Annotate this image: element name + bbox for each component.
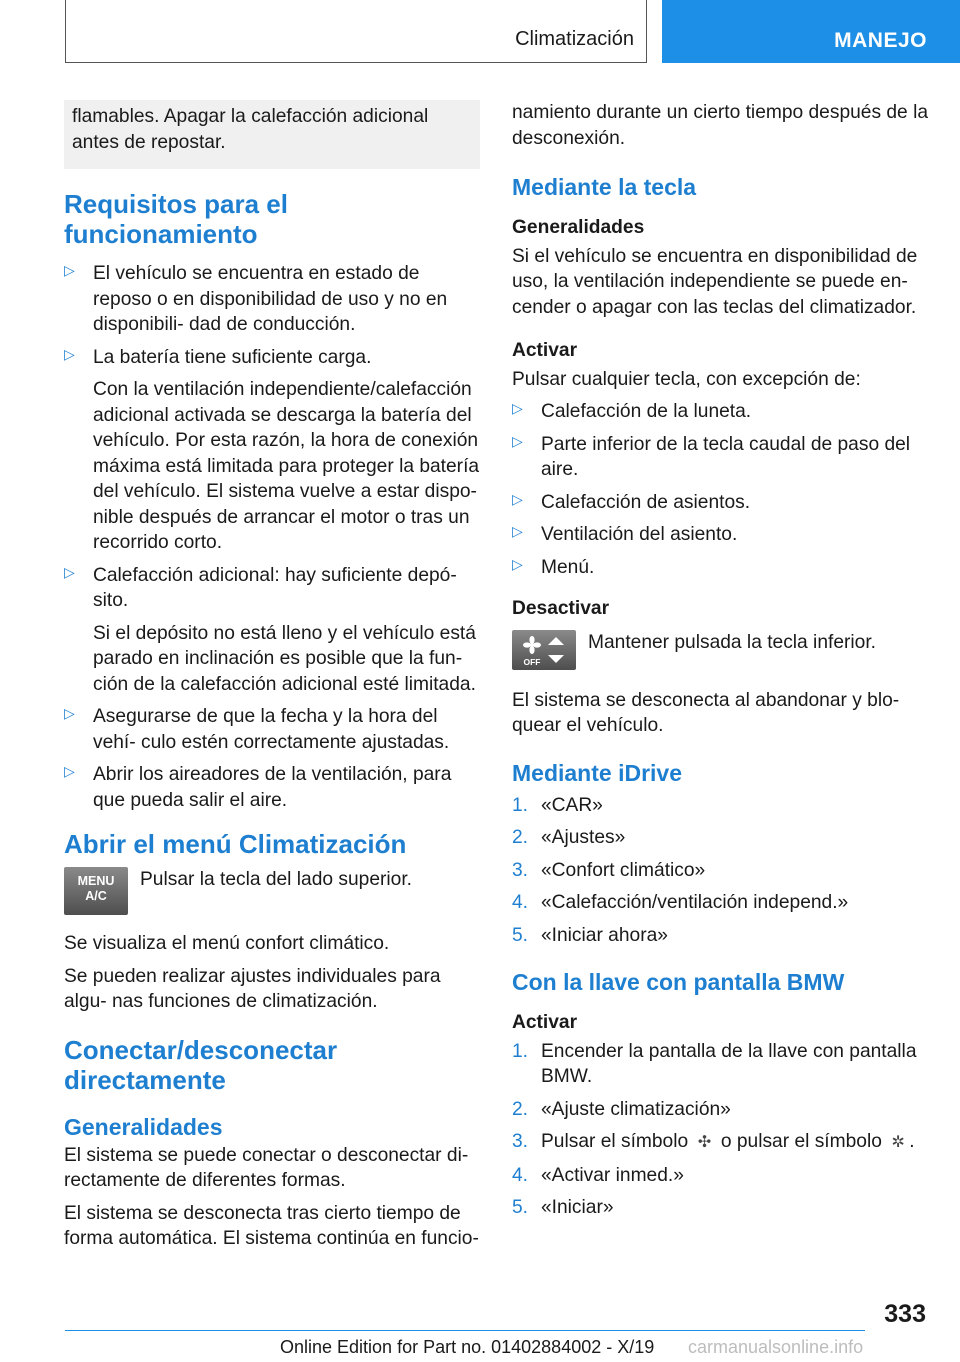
list-item — [512, 522, 932, 548]
step-number: 5. — [512, 1197, 529, 1218]
list-item — [512, 490, 932, 516]
right-column — [512, 100, 932, 1228]
activate-heading: Activar — [512, 340, 578, 361]
step-text: Encender la pantalla de la llave con pantalla BMW. — [541, 1040, 917, 1087]
watermark-link[interactable]: carmanualsonline.info — [688, 1337, 864, 1357]
page-number: 333 — [884, 1300, 926, 1328]
list-item — [64, 261, 480, 338]
triangle-bullet-icon: ▷ — [64, 705, 75, 721]
list-item — [64, 563, 480, 698]
requirements-heading: Requisitos para el funcionamiento — [64, 189, 288, 249]
fan-symbol-icon: ✣ — [697, 1134, 712, 1151]
section-title: Climatización — [515, 28, 634, 50]
footer-divider — [65, 1330, 865, 1331]
activate-text: Pulsar cualquier tecla, con excepción de: — [512, 368, 861, 390]
step-text — [541, 1129, 932, 1156]
list-item-text: Calefacción de la luneta. — [541, 401, 752, 422]
step-text: «CAR» — [541, 794, 603, 816]
general-paragraph-1: El sistema se puede conectar o desconectar di- rectamente de diferentes formas. — [64, 1144, 469, 1191]
list-item — [64, 704, 480, 755]
step-text: «Activar inmed.» — [541, 1164, 684, 1186]
list-item-text: Menú. — [541, 556, 595, 578]
list-item — [64, 762, 480, 813]
list-item-text: Abrir los aireadores de la ventilación, para que pueda salir el aire. — [93, 764, 452, 811]
step-number: 3. — [512, 859, 529, 881]
list-item-text: El vehículo se encuentra en estado de reposo o en disponibilidad de uso y no en disponibili- dad de conducción. — [93, 263, 448, 335]
fan-off-key-icon — [512, 630, 576, 670]
step-item — [512, 1195, 932, 1221]
chapter-tab[interactable] — [662, 0, 960, 63]
list-item-text: Parte inferior de la tecla caudal de paso del aire. — [541, 433, 911, 480]
fan-heat-symbol-icon: ✲ — [891, 1134, 905, 1151]
list-item-detail: Si el depósito no está lleno y el vehículo está parado en inclinación es posible que la fun- ción de la calefacción adicional esté limitada. — [93, 622, 476, 695]
step-item — [512, 793, 932, 819]
triangle-bullet-icon: ▷ — [64, 563, 75, 580]
step-number: 3. — [512, 1131, 529, 1152]
step-number: 4. — [512, 892, 529, 913]
step-text: «Ajuste climatización» — [541, 1098, 731, 1120]
step-item — [512, 1163, 932, 1189]
key-display-heading: Con la llave con pantalla BMW — [512, 969, 845, 995]
triangle-bullet-icon: ▷ — [64, 345, 75, 362]
list-item-text: Ventilación del asiento. — [541, 524, 738, 545]
step-item — [512, 858, 932, 884]
key-general-heading: Generalidades — [512, 217, 645, 238]
step-item — [512, 1097, 932, 1123]
step-item — [512, 825, 932, 851]
list-item — [512, 399, 932, 425]
fan-speed-icon — [512, 630, 576, 670]
step-text: «Iniciar ahora» — [541, 924, 668, 946]
menu-key-instruction: Pulsar la tecla del lado superior. — [140, 869, 412, 890]
warning-note — [64, 100, 480, 169]
step-item — [512, 1039, 932, 1090]
step-text: «Calefacción/ventilación independ.» — [541, 892, 849, 913]
edition-text: Online Edition for Part no. 01402884002 - X/19 — [280, 1337, 655, 1357]
triangle-bullet-icon: ▷ — [64, 763, 75, 779]
key-general-text: Si el vehículo se encuentra en disponibilidad de uso, la ventilación independiente se puede en- cender o apagar con las teclas del climatizador. — [512, 245, 918, 318]
step-number: 1. — [512, 1040, 529, 1062]
step-number: 5. — [512, 924, 529, 946]
key-display-activate-heading: Activar — [512, 1012, 578, 1033]
chapter-title: MANEJO — [834, 29, 927, 52]
step-number: 2. — [512, 827, 529, 848]
off-key-instruction: Mantener pulsada la tecla inferior. — [588, 631, 876, 653]
step-number: 2. — [512, 1098, 529, 1120]
triangle-bullet-icon: ▷ — [512, 432, 523, 449]
step-number: 1. — [512, 794, 529, 816]
warning-note-text: flamables. Apagar la calefacción adicional antes de repostar. — [72, 106, 429, 153]
deactivate-paragraph: El sistema se desconecta al abandonar y blo- quear el vehículo. — [512, 689, 900, 736]
step-text-end: . — [909, 1131, 915, 1152]
step-text: «Confort climático» — [541, 859, 706, 881]
list-item — [64, 345, 480, 556]
general-heading: Generalidades — [64, 1113, 223, 1140]
off-key-label: OFF — [523, 656, 541, 667]
step-item — [512, 1129, 932, 1156]
triangle-bullet-icon: ▷ — [512, 555, 523, 572]
step-number: 4. — [512, 1164, 529, 1186]
continued-paragraph: namiento durante un cierto tiempo después de la desconexión. — [512, 102, 928, 149]
menu-key-label: MENU — [77, 874, 115, 888]
deactivate-heading: Desactivar — [512, 598, 610, 619]
triangle-bullet-icon: ▷ — [512, 400, 523, 416]
list-item — [512, 555, 932, 581]
list-item-text: Calefacción adicional: hay suficiente depó- sito. — [93, 564, 457, 611]
general-paragraph-2: El sistema se desconecta tras cierto tiempo de forma automática. El sistema continúa en funcio- — [64, 1202, 479, 1249]
direct-heading: Conectar/desconectar directamente — [64, 1034, 338, 1095]
menu-ac-key-icon — [64, 867, 128, 915]
left-column — [64, 100, 480, 1252]
key-heading: Mediante la tecla — [512, 174, 697, 200]
ac-key-label: A/C — [85, 889, 107, 903]
triangle-bullet-icon: ▷ — [512, 523, 523, 539]
idrive-heading: Mediante iDrive — [512, 759, 682, 786]
list-item-text: Asegurarse de que la fecha y la hora del vehí- culo estén correctamente ajustadas. — [93, 706, 450, 753]
menu-key-row — [64, 867, 480, 923]
triangle-bullet-icon: ▷ — [64, 262, 75, 278]
step-item — [512, 890, 932, 916]
menu-paragraph-1: Se visualiza el menú confort climático. — [64, 933, 390, 954]
step-text-part: o pulsar el símbolo — [720, 1131, 882, 1152]
off-key-row — [512, 630, 932, 678]
menu-paragraph-2: Se pueden realizar ajustes individuales para algu- nas funciones de climatización. — [64, 965, 441, 1012]
menu-heading: Abrir el menú Climatización — [64, 829, 407, 859]
list-item-detail: Con la ventilación independiente/calefacción adicional activada se descarga la batería del vehículo. Por esta razón, la hora de conexión máxima está limitada para proteger la batería del vehículo. El sistema vuelve a estar dispo- nible después de arrancar el motor o tras un recorrido corto. — [93, 379, 480, 553]
step-item — [512, 923, 932, 949]
list-item-text: Calefacción de asientos. — [541, 491, 751, 513]
section-header — [65, 0, 647, 63]
step-text: «Iniciar» — [541, 1197, 614, 1218]
triangle-bullet-icon: ▷ — [512, 490, 523, 507]
list-item — [512, 432, 932, 483]
step-text: «Ajustes» — [541, 827, 626, 848]
step-text-part: Pulsar el símbolo — [541, 1131, 689, 1152]
list-item-text: La batería tiene suficiente carga. — [93, 346, 372, 368]
